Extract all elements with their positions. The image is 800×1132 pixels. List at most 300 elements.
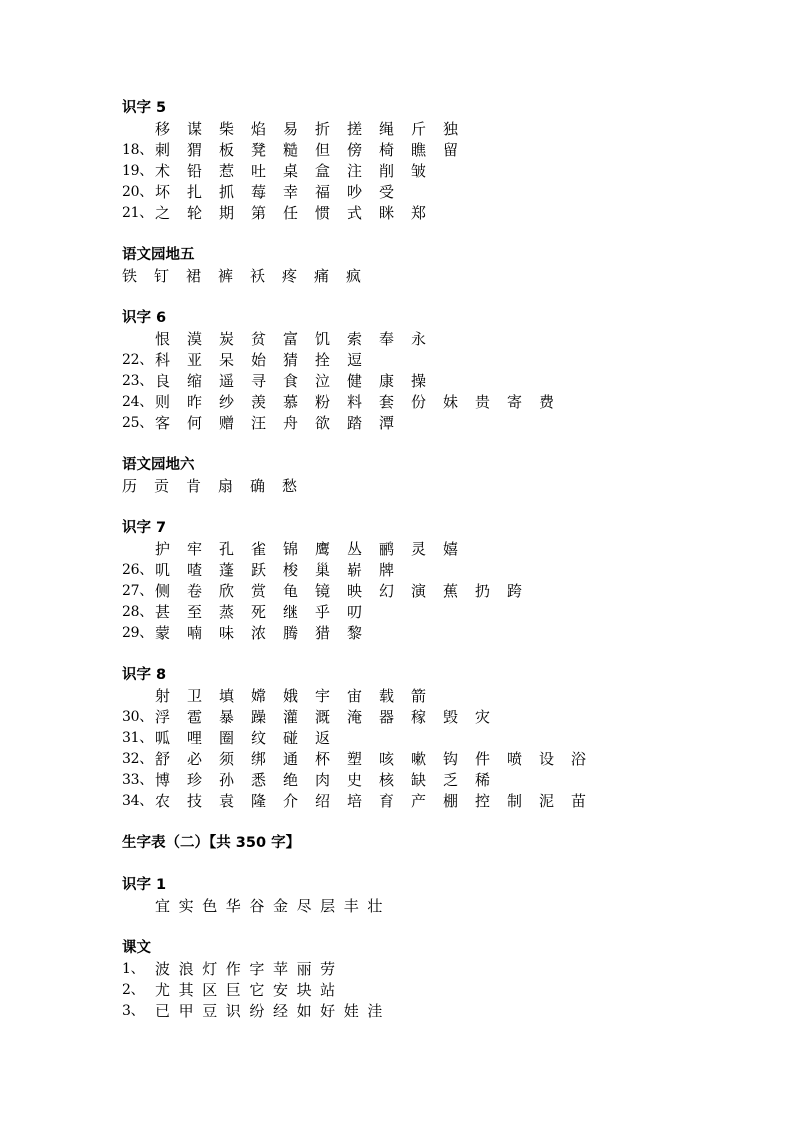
character: 粉 <box>315 393 331 411</box>
character-row <box>122 539 762 560</box>
section-shizi5 <box>122 98 762 224</box>
character-row <box>122 959 762 980</box>
character: 其 <box>178 981 194 999</box>
character: 期 <box>219 204 235 222</box>
character: 坏 <box>155 183 171 201</box>
character: 索 <box>347 330 363 348</box>
lesson-number: 24、 <box>122 394 153 410</box>
character: 层 <box>320 897 336 915</box>
lesson-number: 3、 <box>122 1003 145 1019</box>
character: 侧 <box>155 582 171 600</box>
lesson-number: 32、 <box>122 751 153 767</box>
character: 躁 <box>251 708 267 726</box>
character: 幻 <box>379 582 395 600</box>
character: 娃 <box>343 1002 359 1020</box>
character-group <box>155 182 411 203</box>
character-group <box>155 539 475 560</box>
character: 则 <box>155 393 171 411</box>
character: 奉 <box>379 330 395 348</box>
character: 悉 <box>251 771 267 789</box>
character: 独 <box>443 120 459 138</box>
character: 操 <box>411 372 427 390</box>
character: 填 <box>219 687 235 705</box>
character: 嬉 <box>443 540 459 558</box>
character: 削 <box>379 162 395 180</box>
character: 蕉 <box>443 582 459 600</box>
character: 折 <box>315 120 331 138</box>
character: 浪 <box>178 960 194 978</box>
character-group <box>155 707 507 728</box>
character-row <box>122 413 762 434</box>
character: 卷 <box>187 582 203 600</box>
character-row <box>122 203 762 224</box>
character: 博 <box>155 771 171 789</box>
character: 龟 <box>283 582 299 600</box>
character: 谷 <box>249 897 265 915</box>
character: 历 <box>122 477 138 495</box>
character: 丽 <box>296 960 312 978</box>
character-row <box>122 770 762 791</box>
character: 浓 <box>251 624 267 642</box>
character: 喷 <box>507 750 523 768</box>
character-group <box>122 266 378 287</box>
character: 健 <box>347 372 363 390</box>
character: 孔 <box>219 540 235 558</box>
character: 喃 <box>187 624 203 642</box>
character: 但 <box>315 141 331 159</box>
character: 寄 <box>507 393 523 411</box>
character: 贵 <box>475 393 491 411</box>
character: 恨 <box>155 330 171 348</box>
character: 已 <box>155 1002 171 1020</box>
character-group <box>155 413 411 434</box>
character: 盒 <box>315 162 331 180</box>
section-shizi7 <box>122 518 762 644</box>
character: 费 <box>539 393 555 411</box>
character: 汪 <box>251 414 267 432</box>
character: 跃 <box>251 561 267 579</box>
character: 至 <box>187 603 203 621</box>
character: 眯 <box>379 204 395 222</box>
character: 遥 <box>219 372 235 390</box>
character: 卫 <box>187 687 203 705</box>
character: 昨 <box>187 393 203 411</box>
character: 赠 <box>219 414 235 432</box>
character: 叨 <box>347 603 363 621</box>
character: 好 <box>320 1002 336 1020</box>
character: 器 <box>379 708 395 726</box>
lesson-number: 28、 <box>122 604 153 620</box>
character: 蓬 <box>219 561 235 579</box>
character: 崭 <box>347 561 363 579</box>
character: 斤 <box>411 120 427 138</box>
character: 介 <box>283 792 299 810</box>
character: 哩 <box>187 729 203 747</box>
character-row <box>122 1001 762 1022</box>
character: 肯 <box>186 477 202 495</box>
character: 区 <box>202 981 218 999</box>
character-row <box>122 623 762 644</box>
character: 纷 <box>249 1002 265 1020</box>
character: 叽 <box>155 561 171 579</box>
character: 莓 <box>251 183 267 201</box>
character: 核 <box>379 771 395 789</box>
character-group <box>155 161 443 182</box>
character: 始 <box>251 351 267 369</box>
character: 裙 <box>186 267 202 285</box>
character: 杯 <box>315 750 331 768</box>
character: 铁 <box>122 267 138 285</box>
character-row <box>122 686 762 707</box>
character: 赏 <box>251 582 267 600</box>
section-heading: 识字 7 <box>122 520 167 536</box>
character-group <box>155 770 507 791</box>
character: 缩 <box>187 372 203 390</box>
character: 潭 <box>379 414 395 432</box>
character: 妹 <box>443 393 459 411</box>
character: 焰 <box>251 120 267 138</box>
character: 宇 <box>315 687 331 705</box>
character: 轮 <box>187 204 203 222</box>
character: 之 <box>155 204 171 222</box>
character: 绑 <box>251 750 267 768</box>
character: 客 <box>155 414 171 432</box>
character: 惹 <box>219 162 235 180</box>
section-heading: 识字 8 <box>122 667 167 683</box>
character: 凳 <box>251 141 267 159</box>
character: 痛 <box>314 267 330 285</box>
character: 甚 <box>155 603 171 621</box>
lesson-number: 30、 <box>122 709 153 725</box>
character: 嗽 <box>411 750 427 768</box>
section-shizi6 <box>122 308 762 434</box>
character: 浴 <box>571 750 587 768</box>
character: 料 <box>347 393 363 411</box>
character: 易 <box>283 120 299 138</box>
character: 份 <box>411 393 427 411</box>
lesson-number: 27、 <box>122 583 153 599</box>
lesson-number: 23、 <box>122 373 153 389</box>
character: 跨 <box>507 582 523 600</box>
character: 溉 <box>315 708 331 726</box>
character: 丛 <box>347 540 363 558</box>
character: 吐 <box>251 162 267 180</box>
lesson-number: 25、 <box>122 415 153 431</box>
character-row <box>122 140 762 161</box>
character: 移 <box>155 120 171 138</box>
character: 嫦 <box>251 687 267 705</box>
character: 须 <box>219 750 235 768</box>
character: 瞧 <box>411 141 427 159</box>
character: 尽 <box>296 897 312 915</box>
character-row <box>122 602 762 623</box>
character: 稼 <box>411 708 427 726</box>
character-group <box>155 560 411 581</box>
character: 牌 <box>379 561 395 579</box>
vocabulary-list <box>122 98 762 1043</box>
character: 碰 <box>283 729 299 747</box>
character: 踏 <box>347 414 363 432</box>
character-group <box>155 959 344 980</box>
section-yuwen5 <box>122 245 762 287</box>
character-group <box>122 476 314 497</box>
character: 壮 <box>367 897 383 915</box>
section-heading: 语文园地五 <box>122 247 195 263</box>
section-table2 <box>122 833 762 854</box>
character: 喳 <box>187 561 203 579</box>
character: 圈 <box>219 729 235 747</box>
lesson-number: 2、 <box>122 982 145 998</box>
character: 板 <box>219 141 235 159</box>
character: 扇 <box>218 477 234 495</box>
character: 疼 <box>282 267 298 285</box>
character-row <box>122 119 762 140</box>
character-group <box>155 791 603 812</box>
character: 纹 <box>251 729 267 747</box>
character-group <box>155 329 443 350</box>
character: 扎 <box>187 183 203 201</box>
character: 何 <box>187 414 203 432</box>
character: 巢 <box>315 561 331 579</box>
character: 袄 <box>250 267 266 285</box>
character: 苗 <box>571 792 587 810</box>
character: 炭 <box>219 330 235 348</box>
character: 乏 <box>443 771 459 789</box>
character: 通 <box>283 750 299 768</box>
character-row <box>122 329 762 350</box>
character: 刺 <box>155 141 171 159</box>
character: 食 <box>283 372 299 390</box>
character-row <box>122 581 762 602</box>
character: 第 <box>251 204 267 222</box>
character: 良 <box>155 372 171 390</box>
character: 科 <box>155 351 171 369</box>
character-row <box>122 560 762 581</box>
character: 塑 <box>347 750 363 768</box>
lesson-number: 18、 <box>122 142 153 158</box>
character-row <box>122 350 762 371</box>
character: 箭 <box>411 687 427 705</box>
character: 产 <box>411 792 427 810</box>
character: 猜 <box>283 351 299 369</box>
character: 逗 <box>347 351 363 369</box>
character-group <box>155 749 603 770</box>
character: 淹 <box>347 708 363 726</box>
character-group <box>155 371 443 392</box>
lesson-number: 29、 <box>122 625 153 641</box>
character: 谋 <box>187 120 203 138</box>
character-row <box>122 182 762 203</box>
character: 柴 <box>219 120 235 138</box>
character: 泣 <box>315 372 331 390</box>
character: 黎 <box>347 624 363 642</box>
character: 泥 <box>539 792 555 810</box>
character: 鹰 <box>315 540 331 558</box>
character: 稀 <box>475 771 491 789</box>
character: 必 <box>187 750 203 768</box>
character: 鹂 <box>379 540 395 558</box>
character: 受 <box>379 183 395 201</box>
character: 灯 <box>202 960 218 978</box>
lesson-number: 34、 <box>122 793 153 809</box>
character: 寻 <box>251 372 267 390</box>
character-row <box>122 266 762 287</box>
character: 欲 <box>315 414 331 432</box>
character-group <box>155 581 539 602</box>
character: 站 <box>320 981 336 999</box>
character: 技 <box>187 792 203 810</box>
character-row <box>122 476 762 497</box>
character: 袁 <box>219 792 235 810</box>
character: 舒 <box>155 750 171 768</box>
character: 它 <box>249 981 265 999</box>
character: 绳 <box>379 120 395 138</box>
character: 死 <box>251 603 267 621</box>
section-heading: 课文 <box>122 940 151 956</box>
character: 注 <box>347 162 363 180</box>
character: 套 <box>379 393 395 411</box>
character: 件 <box>475 750 491 768</box>
character: 返 <box>315 729 331 747</box>
character: 皱 <box>411 162 427 180</box>
character: 雀 <box>251 540 267 558</box>
character: 棚 <box>443 792 459 810</box>
character: 毁 <box>443 708 459 726</box>
character-row <box>122 161 762 182</box>
character-row <box>122 371 762 392</box>
character: 蒸 <box>219 603 235 621</box>
character: 术 <box>155 162 171 180</box>
character: 载 <box>379 687 395 705</box>
character: 华 <box>225 897 241 915</box>
character: 宙 <box>347 687 363 705</box>
character: 经 <box>272 1002 288 1020</box>
character: 绝 <box>283 771 299 789</box>
character: 乎 <box>315 603 331 621</box>
character: 慕 <box>283 393 299 411</box>
character: 疯 <box>346 267 362 285</box>
character: 甲 <box>178 1002 194 1020</box>
character: 培 <box>347 792 363 810</box>
lesson-number: 19、 <box>122 163 153 179</box>
character-group <box>155 602 379 623</box>
lesson-number: 31、 <box>122 730 153 746</box>
character-row <box>122 392 762 413</box>
character: 亚 <box>187 351 203 369</box>
character: 抓 <box>219 183 235 201</box>
character: 色 <box>202 897 218 915</box>
lesson-number: 26、 <box>122 562 153 578</box>
character: 灵 <box>411 540 427 558</box>
character: 梭 <box>283 561 299 579</box>
character: 波 <box>155 960 171 978</box>
character: 猎 <box>315 624 331 642</box>
character: 蒙 <box>155 624 171 642</box>
character: 吵 <box>347 183 363 201</box>
character: 宜 <box>155 897 171 915</box>
section-shizi8 <box>122 665 762 812</box>
character: 护 <box>155 540 171 558</box>
character: 灌 <box>283 708 299 726</box>
character: 漠 <box>187 330 203 348</box>
character: 糙 <box>283 141 299 159</box>
character: 康 <box>379 372 395 390</box>
section-heading: 语文园地六 <box>122 457 195 473</box>
character: 洼 <box>367 1002 383 1020</box>
character: 金 <box>272 897 288 915</box>
character: 安 <box>272 981 288 999</box>
character: 缺 <box>411 771 427 789</box>
character: 味 <box>219 624 235 642</box>
character-group <box>155 623 379 644</box>
lesson-number: 1、 <box>122 961 145 977</box>
character: 饥 <box>315 330 331 348</box>
section-heading: 识字 1 <box>122 877 167 893</box>
character: 豆 <box>202 1002 218 1020</box>
character: 桌 <box>283 162 299 180</box>
character: 继 <box>283 603 299 621</box>
character: 式 <box>347 204 363 222</box>
character-row <box>122 728 762 749</box>
character: 拴 <box>315 351 331 369</box>
character: 如 <box>296 1002 312 1020</box>
character: 愁 <box>282 477 298 495</box>
character: 羡 <box>251 393 267 411</box>
character: 贫 <box>251 330 267 348</box>
character: 劳 <box>320 960 336 978</box>
section-shizi1 <box>122 875 762 917</box>
section-heading: 识字 6 <box>122 310 167 326</box>
character: 铅 <box>187 162 203 180</box>
character: 富 <box>283 330 299 348</box>
character: 椅 <box>379 141 395 159</box>
character: 裤 <box>218 267 234 285</box>
character: 雹 <box>187 708 203 726</box>
lesson-number: 22、 <box>122 352 153 368</box>
character: 暴 <box>219 708 235 726</box>
section-heading: 识字 5 <box>122 100 167 116</box>
character-group <box>155 686 443 707</box>
character: 尤 <box>155 981 171 999</box>
character: 郑 <box>411 204 427 222</box>
character: 幸 <box>283 183 299 201</box>
character-group <box>155 392 571 413</box>
character: 演 <box>411 582 427 600</box>
character-group <box>155 896 391 917</box>
section-kewen <box>122 938 762 1022</box>
character: 控 <box>475 792 491 810</box>
character: 确 <box>250 477 266 495</box>
character-group <box>155 119 475 140</box>
character: 猬 <box>187 141 203 159</box>
character: 浮 <box>155 708 171 726</box>
character: 惯 <box>315 204 331 222</box>
character: 舟 <box>283 414 299 432</box>
character: 镜 <box>315 582 331 600</box>
character: 实 <box>178 897 194 915</box>
lesson-number: 20、 <box>122 184 153 200</box>
lesson-number: 33、 <box>122 772 153 788</box>
character: 钩 <box>443 750 459 768</box>
character: 肉 <box>315 771 331 789</box>
character: 留 <box>443 141 459 159</box>
character: 牢 <box>187 540 203 558</box>
character: 扔 <box>475 582 491 600</box>
character: 苹 <box>272 960 288 978</box>
character: 孙 <box>219 771 235 789</box>
character: 福 <box>315 183 331 201</box>
character: 灾 <box>475 708 491 726</box>
